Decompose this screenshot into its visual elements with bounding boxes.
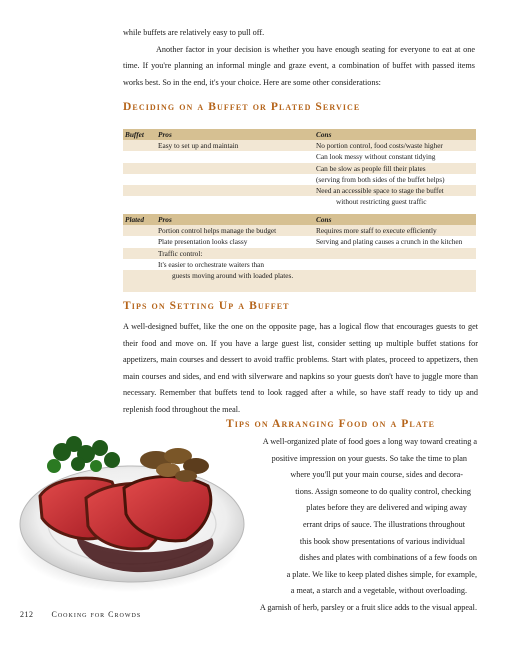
pro-cell: Plate presentation looks classy	[158, 237, 248, 247]
table-row	[123, 140, 476, 151]
pro-cell: guests moving around with loaded plates.	[172, 270, 294, 280]
table-row	[123, 174, 476, 185]
section-heading-deciding: Deciding on a Buffet or Plated Service	[123, 101, 361, 113]
buffet-tips-paragraph: A well-designed buffet, like the one on the opposite page, has a logical flow that encourages guests to get their food and move on. If you have a large guest list, consider setting up multiple buffet stations for appetizers, main courses and dessert to avoid traffic problems. Start with plates, proceed to appetizers, then main courses and sides, and end with silverware and napkins so your guests don't have to juggle more than necessary. Remember that buffets tend to look ragged after a while, so have staff ready to tidy up and replenish food throughout the meal.	[123, 322, 478, 414]
pro-cell: Portion control helps manage the budget	[158, 226, 277, 236]
category-label: Buffet	[125, 130, 144, 139]
con-cell: Need an accessible space to stage the buffet	[316, 185, 444, 195]
text-line: this book show presentations of various individual	[299, 536, 465, 546]
text-line: A garnish of herb, parsley or a fruit slice adds to the visual appeal.	[259, 602, 477, 612]
pro-cell: It's easier to orchestrate waiters than	[158, 259, 265, 269]
table-row	[123, 185, 476, 196]
con-cell: without restricting guest traffic	[336, 197, 427, 207]
page-footer	[20, 610, 141, 619]
table-row	[123, 196, 476, 207]
con-cell: No portion control, food costs/waste higher	[316, 141, 443, 151]
section-heading-buffet-tips: Tips on Setting Up a Buffet	[123, 300, 290, 312]
pro-cell: Easy to set up and maintain	[158, 141, 239, 151]
table-row	[123, 281, 476, 292]
con-cell: Can look messy without constant tidying	[316, 152, 436, 162]
table-row	[123, 270, 476, 281]
con-cell: Requires more staff to execute efficiently	[316, 226, 437, 236]
text-line: dishes and plates with combinations of a few foods on	[299, 553, 477, 563]
pros-header: Pros	[158, 215, 172, 224]
table-header-row	[123, 214, 476, 225]
cons-header: Cons	[316, 215, 332, 224]
intro-paragraph: Another factor in your decision is whether you have enough seating for everyone to eat at one time. If you're planning an informal mingle and graze event, a combination of buffet with passed items works best. So in the end, it's your choice. Here are some other considerations:	[123, 44, 475, 87]
pros-header: Pros	[158, 130, 172, 139]
table-header-row	[123, 129, 476, 140]
intro-line: while buffets are relatively easy to pull off.	[123, 28, 265, 37]
plated-comparison-table	[123, 214, 476, 292]
text-line: a plate. We like to keep plated dishes simple, for example,	[286, 569, 477, 579]
table-row	[123, 236, 476, 247]
text-line: tions. Assign someone to do quality control, checking	[295, 486, 471, 496]
buffet-comparison-table	[123, 129, 476, 207]
text-line: errant drips of sauce. The illustrations throughout	[303, 519, 465, 529]
text-line: plates before they are delivered and wiping away	[306, 503, 467, 513]
con-cell: (serving from both sides of the buffet helps)	[316, 174, 445, 184]
text-line: a meat, a starch and a vegetable, without overloading.	[290, 586, 467, 596]
section-heading-plate-tips: Tips on Arranging Food on a Plate	[226, 418, 436, 430]
text-line: where you'll put your main course, sides and decora-	[290, 470, 463, 480]
running-footer-title: Cooking for Crowds	[51, 610, 142, 619]
plate-tips-paragraph	[215, 434, 477, 617]
intro-paragraphs	[123, 25, 475, 91]
table-row	[123, 225, 476, 236]
category-label: Plated	[125, 215, 145, 224]
text-line: A well-organized plate of food goes a long way toward creating a	[262, 437, 477, 446]
cons-header: Cons	[316, 130, 332, 139]
table-row	[123, 151, 476, 162]
table-row	[123, 248, 476, 259]
page-number: 212	[20, 610, 34, 619]
pro-cell: Traffic control:	[158, 248, 203, 258]
table-row	[123, 259, 476, 270]
con-cell: Can be slow as people fill their plates	[316, 163, 426, 173]
text-line: positive impression on your guests. So take the time to plan	[271, 453, 467, 463]
table-row	[123, 163, 476, 174]
con-cell: Serving and plating causes a crunch in the kitchen	[316, 237, 463, 247]
